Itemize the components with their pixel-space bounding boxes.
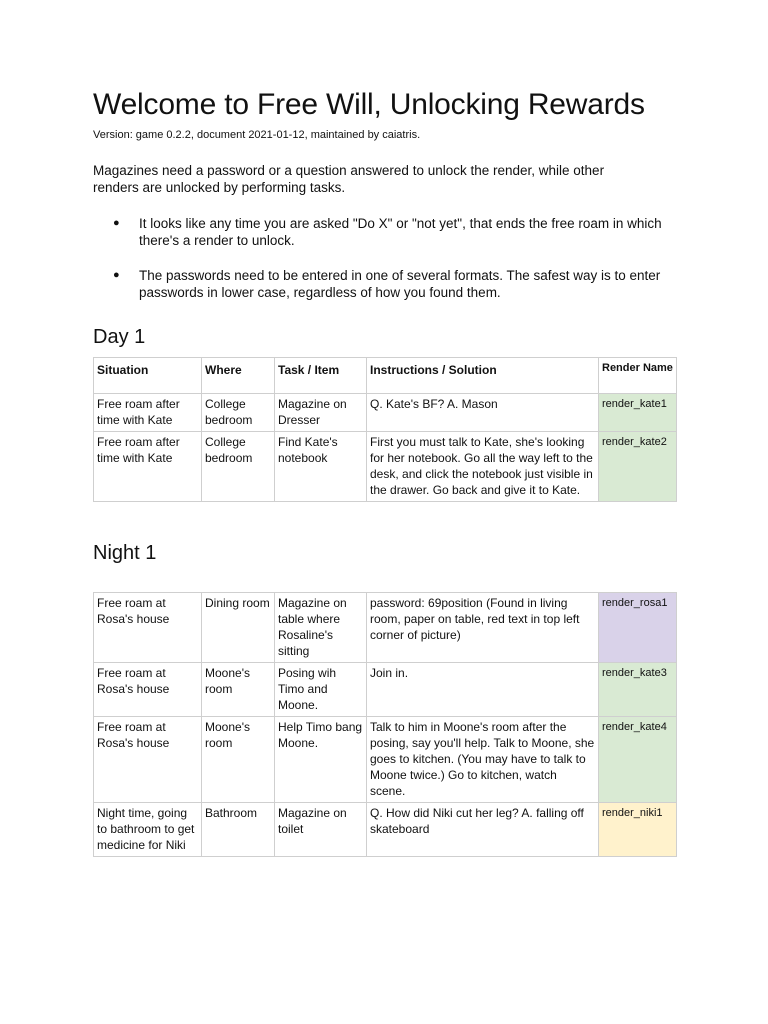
cell-where: Moone's room: [202, 663, 275, 717]
cell-situation: Free roam after time with Kate: [94, 394, 202, 432]
cell-instructions: password: 69position (Found in living room, paper on table, red text in top left corner of picture): [367, 593, 599, 663]
cell-situation: Free roam at Rosa's house: [94, 593, 202, 663]
table-row: [94, 717, 677, 803]
bullet-item: ● The passwords need to be entered in one of several formats. The safest way is to enter passwords in lower case, regardless of how you found them.: [113, 268, 661, 300]
cell-render-name: render_kate2: [599, 432, 677, 502]
bullet-item: ● It looks like any time you are asked "Do X" or "not yet", that ends the free roam in which there's a render to unlock.: [113, 216, 662, 248]
table-row: [94, 593, 677, 663]
cell-instructions: Q. How did Niki cut her leg? A. falling off skateboard: [367, 803, 599, 857]
cell-instructions: Join in.: [367, 663, 599, 717]
table-row: [94, 803, 677, 857]
cell-instructions: First you must talk to Kate, she's looking for her notebook. Go all the way left to the desk, and click the notebook just visible in the drawer. Go back and give it to Kate.: [367, 432, 599, 502]
intro-paragraph: Magazines need a password or a question answered to unlock the render, while other renders are unlocked by performing tasks.: [93, 163, 605, 195]
cell-task: Posing wih Timo and Moone.: [275, 663, 367, 717]
cell-where: Moone's room: [202, 717, 275, 803]
cell-render-name: render_niki1: [599, 803, 677, 857]
table-row: [94, 432, 677, 502]
cell-situation: Free roam at Rosa's house: [94, 717, 202, 803]
cell-render-name: render_kate3: [599, 663, 677, 717]
night1-table: [93, 592, 677, 857]
cell-where: College bedroom: [202, 394, 275, 432]
cell-task: Magazine on table where Rosaline's sitting: [275, 593, 367, 663]
cell-render-name: render_kate1: [599, 394, 677, 432]
page-title: Welcome to Free Will, Unlocking Rewards: [93, 88, 645, 121]
cell-situation: Free roam after time with Kate: [94, 432, 202, 502]
bullet-dot-icon: ●: [113, 269, 120, 281]
version-line: Version: game 0.2.2, document 2021-01-12, maintained by caiatris.: [93, 129, 421, 141]
day1-table: [93, 357, 677, 502]
cell-task: Magazine on Dresser: [275, 394, 367, 432]
table-row: [94, 663, 677, 717]
cell-where: College bedroom: [202, 432, 275, 502]
cell-where: Bathroom: [202, 803, 275, 857]
section-heading-night1: Night 1: [93, 542, 157, 564]
cell-render-name: render_kate4: [599, 717, 677, 803]
header-where: Where: [202, 358, 275, 394]
cell-instructions: Q. Kate's BF? A. Mason: [367, 394, 599, 432]
header-instructions: Instructions / Solution: [367, 358, 599, 394]
section-heading-day1: Day 1: [93, 326, 146, 348]
cell-instructions: Talk to him in Moone's room after the posing, say you'll help. Talk to Moone, she goes to kitchen. (You may have to talk to Moone twice.) Go to kitchen, watch scene.: [367, 717, 599, 803]
bullet-dot-icon: ●: [113, 217, 120, 229]
table-header-row: [94, 358, 677, 394]
cell-task: Help Timo bang Moone.: [275, 717, 367, 803]
header-render-name: Render Name: [599, 358, 677, 394]
header-task: Task / Item: [275, 358, 367, 394]
cell-situation: Night time, going to bathroom to get medicine for Niki: [94, 803, 202, 857]
cell-task: Magazine on toilet: [275, 803, 367, 857]
cell-render-name: render_rosa1: [599, 593, 677, 663]
header-situation: Situation: [94, 358, 202, 394]
cell-where: Dining room: [202, 593, 275, 663]
cell-situation: Free roam at Rosa's house: [94, 663, 202, 717]
cell-task: Find Kate's notebook: [275, 432, 367, 502]
bullet-list: [93, 215, 676, 319]
table-row: [94, 394, 677, 432]
